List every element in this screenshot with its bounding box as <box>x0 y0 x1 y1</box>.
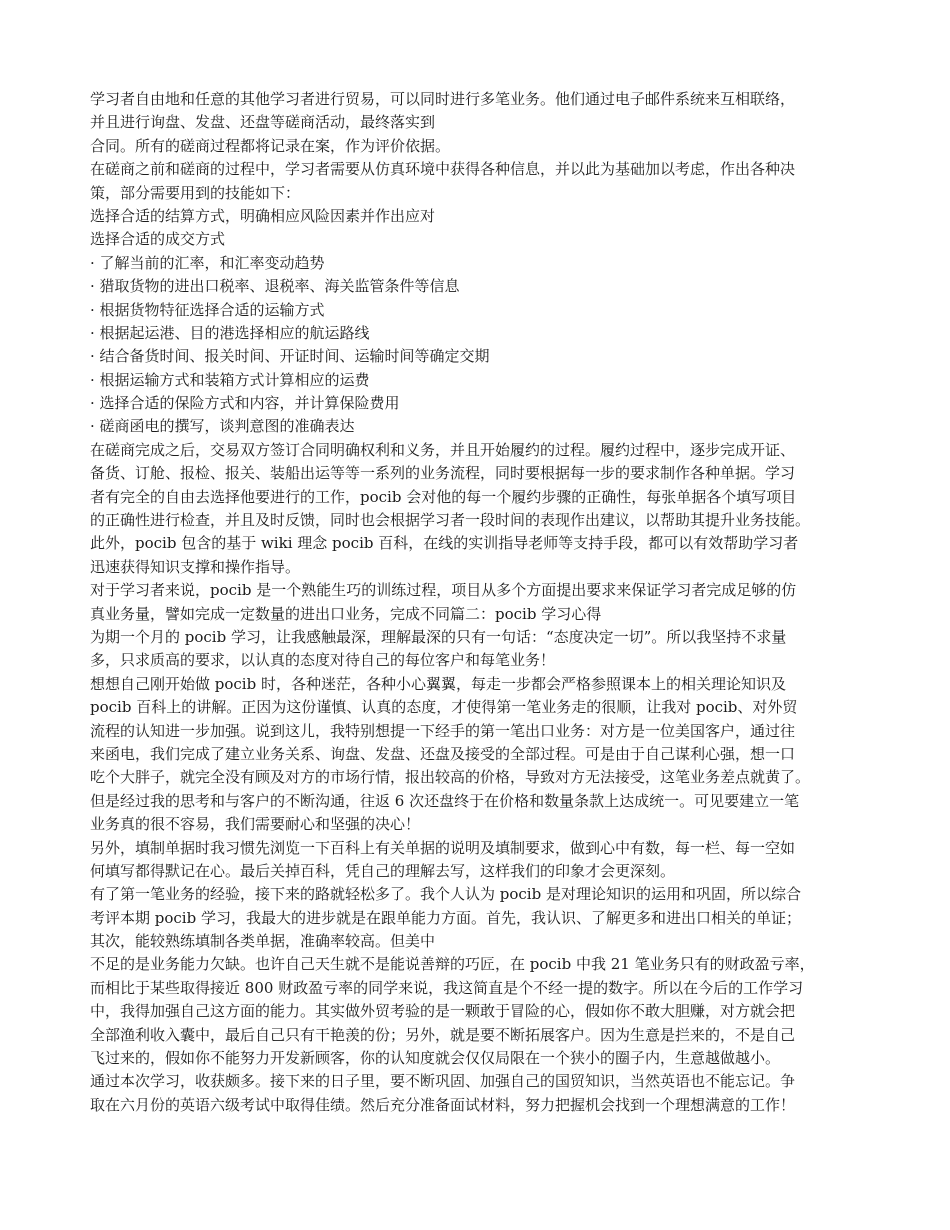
text-line: 何填写都得默记在心。最后关掉百科，凭自己的理解去写，这样我们的印象才会更深刻。 <box>90 861 676 880</box>
text-line: 者有完全的自由去选择他要进行的工作，pocib 会对他的每一个履约步骤的正确性，每张单据各个填写项目 <box>90 487 797 506</box>
text-line: 流程的认知进一步加强。说到这儿，我特别想提一下经手的第一笔出口业务：对方是一位美国客户，通过往 <box>90 721 796 740</box>
text-line: · 选择合适的保险方式和内容，并计算保险费用 <box>90 394 400 413</box>
text-line: 业务真的很不容易，我们需要耐心和坚强的决心！ <box>90 815 421 834</box>
text-line: · 根据运输方式和装箱方式计算相应的运费 <box>90 370 370 389</box>
text-line: 策，部分需要用到的技能如下： <box>90 183 301 202</box>
text-line: 备货、订舱、报检、报关、装船出运等等一系列的业务流程，同时要根据每一步的要求制作各种单据。学习 <box>90 464 796 483</box>
text-line: pocib 百科上的讲解。正因为这份谨慎、认真的态度，才使得第一笔业务走的很顺，让我对 pocib、对外贸 <box>90 698 798 717</box>
text-line: 合同。所有的磋商过程都将记录在案，作为评价依据。 <box>90 136 451 155</box>
text-line: 取在六月份的英语六级考试中取得佳绩。然后充分准备面试材料，努力把握机会找到一个理想满意的工作！ <box>90 1095 796 1114</box>
text-line: 有了第一笔业务的经验，接下来的路就轻松多了。我个人认为 pocib 是对理论知识的运用和巩固，所以综合 <box>90 885 801 904</box>
text-line: 想想自己刚开始做 pocib 时，各种迷茫，各种小心翼翼，每走一步都会严格参照课本上的相关理论知识及 <box>90 674 786 693</box>
text-line: · 了解当前的汇率，和汇率变动趋势 <box>90 253 325 272</box>
text-line: 选择合适的成交方式 <box>90 230 226 249</box>
text-line: 但是经过我的思考和与客户的不断沟通，往返 6 次还盘终于在价格和数量条款上达成统一。可见要建立一笔 <box>90 791 800 810</box>
text-line: 为期一个月的 pocib 学习，让我感触最深，理解最深的只有一句话：“态度决定一切”。所以我坚持不求量 <box>90 627 787 646</box>
text-line: 而相比于某些取得接近 800 财政盈亏率的同学来说，我这简直是个不经一提的数字。所以在今后的工作学习 <box>90 978 804 997</box>
text-line: 不足的是业务能力欠缺。也许自己天生就不是能说善辩的巧匠，在 pocib 中我 21 笔业务只有的财政盈亏率， <box>90 955 815 974</box>
text-line: 考评本期 pocib 学习，我最大的进步就是在跟单能力方面。首先，我认识、了解更多和进出口相关的单证； <box>90 908 801 927</box>
text-line: · 结合备货时间、报关时间、开证时间、运输时间等确定交期 <box>90 347 490 366</box>
text-line: 选择合适的结算方式，明确相应风险因素并作出应对 <box>90 206 436 225</box>
text-line: 此外，pocib 包含的基于 wiki 理念 pocib 百科，在线的实训指导老师等支持手段，都可以有效帮助学习者 <box>90 534 799 553</box>
text-line: 真业务量，譬如完成一定数量的进出口业务，完成不同篇二：pocib 学习心得 <box>90 604 602 623</box>
text-line: 全部渔利收入囊中，最后自己只有干艳羡的份；另外，就是要不断拓展客户。因为生意是拦来的，不是自己 <box>90 1025 796 1044</box>
text-line: · 根据货物特征选择合适的运输方式 <box>90 300 325 319</box>
text-line: · 根据起运港、目的港选择相应的航运路线 <box>90 323 370 342</box>
text-line: 的正确性进行检查，并且及时反馈，同时也会根据学习者一段时间的表现作出建议，以帮助其提升业务技能。 <box>90 511 811 530</box>
text-line: 多，只求质高的要求，以认真的态度对待自己的每位客户和每笔业务！ <box>90 651 556 670</box>
text-line: 来函电，我们完成了建立业务关系、询盘、发盘、还盘及接受的全部过程。可是由于自己谋利心强，想一口 <box>90 744 796 763</box>
text-line: 迅速获得知识支撑和操作指导。 <box>90 557 301 576</box>
text-line: 对于学习者来说，pocib 是一个熟能生巧的训练过程，项目从多个方面提出要求来保证学习者完成足够的仿 <box>90 581 797 600</box>
text-line: 吃个大胖子，就完全没有顾及对方的市场行情，报出较高的价格，导致对方无法接受，这笔业务差点就黄了。 <box>90 768 811 787</box>
document-body <box>90 88 860 1117</box>
text-line: 并且进行询盘、发盘、还盘等磋商活动，最终落实到 <box>90 113 436 132</box>
text-line: 通过本次学习，收获颇多。接下来的日子里，要不断巩固、加强自己的国贸知识，当然英语也不能忘记。争 <box>90 1072 796 1091</box>
text-line: 另外，填制单据时我习惯先浏览一下百科上有关单据的说明及填制要求，做到心中有数，每一栏、每一空如 <box>90 838 796 857</box>
text-line: · 猎取货物的进出口税率、退税率、海关监管条件等信息 <box>90 277 460 296</box>
text-line: 在磋商完成之后，交易双方签订合同明确权利和义务，并且开始履约的过程。履约过程中，逐步完成开证、 <box>90 440 796 459</box>
text-line: 其次，能较熟练填制各类单据，准确率较高。但美中 <box>90 932 436 951</box>
text-line: 中，我得加强自己这方面的能力。其实做外贸考验的是一颗敢于冒险的心，假如你不敢大胆赚，对方就会把 <box>90 1002 796 1021</box>
text-line: 在磋商之前和磋商的过程中，学习者需要从仿真环境中获得各种信息，并以此为基础加以考虑，作出各种决 <box>90 160 796 179</box>
text-line: · 磋商函电的撰写，谈判意图的准确表达 <box>90 417 355 436</box>
text-line: 飞过来的，假如你不能努力开发新顾客，你的认知度就会仅仅局限在一个狭小的圈子内，生意越做越小。 <box>90 1049 781 1068</box>
text-line: 学习者自由地和任意的其他学习者进行贸易，可以同时进行多笔业务。他们通过电子邮件系统来互相联络， <box>90 90 796 108</box>
